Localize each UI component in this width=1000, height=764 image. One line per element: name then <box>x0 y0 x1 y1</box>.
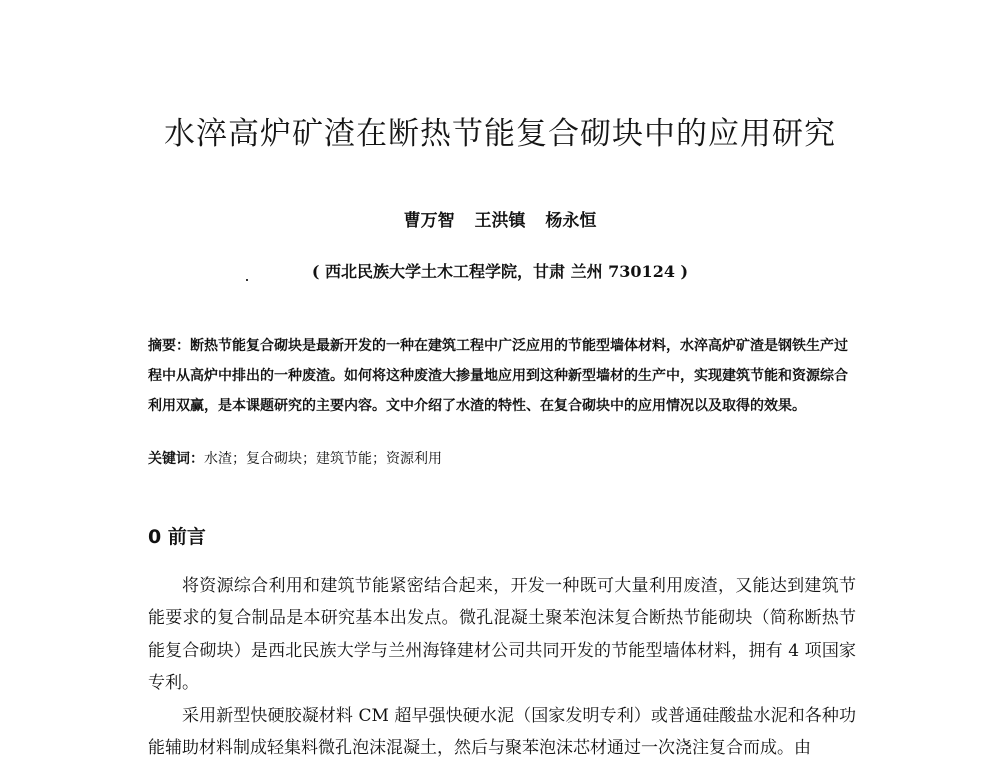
author-affiliation: ( 西北民族大学土木工程学院，甘肃 兰州 730124 ) <box>311 262 689 281</box>
section-heading: 0 前言 <box>148 526 206 548</box>
paper-title: 水淬高炉矿渣在断热节能复合砌块中的应用研究 <box>164 116 836 152</box>
keywords-text: 水渣；复合砌块；建筑节能；资源利用 <box>204 451 442 467</box>
body-paragraph: 将资源综合利用和建筑节能紧密结合起来，开发一种既可大量利用废渣，又能达到建筑节能要求的复合制品是本研究基本出发点。微孔混凝土聚苯泡沫复合断热节能砌块（简称断热节能复合砌块）是西北民族大学与兰州海锋建材公司共同开发的节能型墙体材料，拥有 4 项国家专利。 <box>148 576 856 694</box>
keywords <box>148 448 854 470</box>
body-text <box>148 570 856 764</box>
body-paragraph: 采用新型快硬胶凝材料 CM 超早强快硬水泥（国家发明专利）或普通硅酸盐水泥和各种功能辅助材料制成轻集料微孔泡沫混凝土，然后与聚苯泡沫芯材通过一次浇注复合而成。由 <box>148 705 856 759</box>
keywords-label: 关键词： <box>148 451 204 467</box>
abstract: 摘要：断热节能复合砌块是最新开发的一种在建筑工程中广泛应用的节能型墙体材料，水淬高炉矿渣是钢铁生产过程中从高炉中排出的一种废渣。如何将这种废渣大掺量地应用到这种新型墙材的生产中，实现建筑节能和资源综合利用双赢，是本课题研究的主要内容。文中介绍了水渣的特性、在复合砌块中的应用情况以及取得的效果。 <box>148 338 848 414</box>
author-list: 曹万智 王洪镇 杨永恒 <box>403 211 597 231</box>
